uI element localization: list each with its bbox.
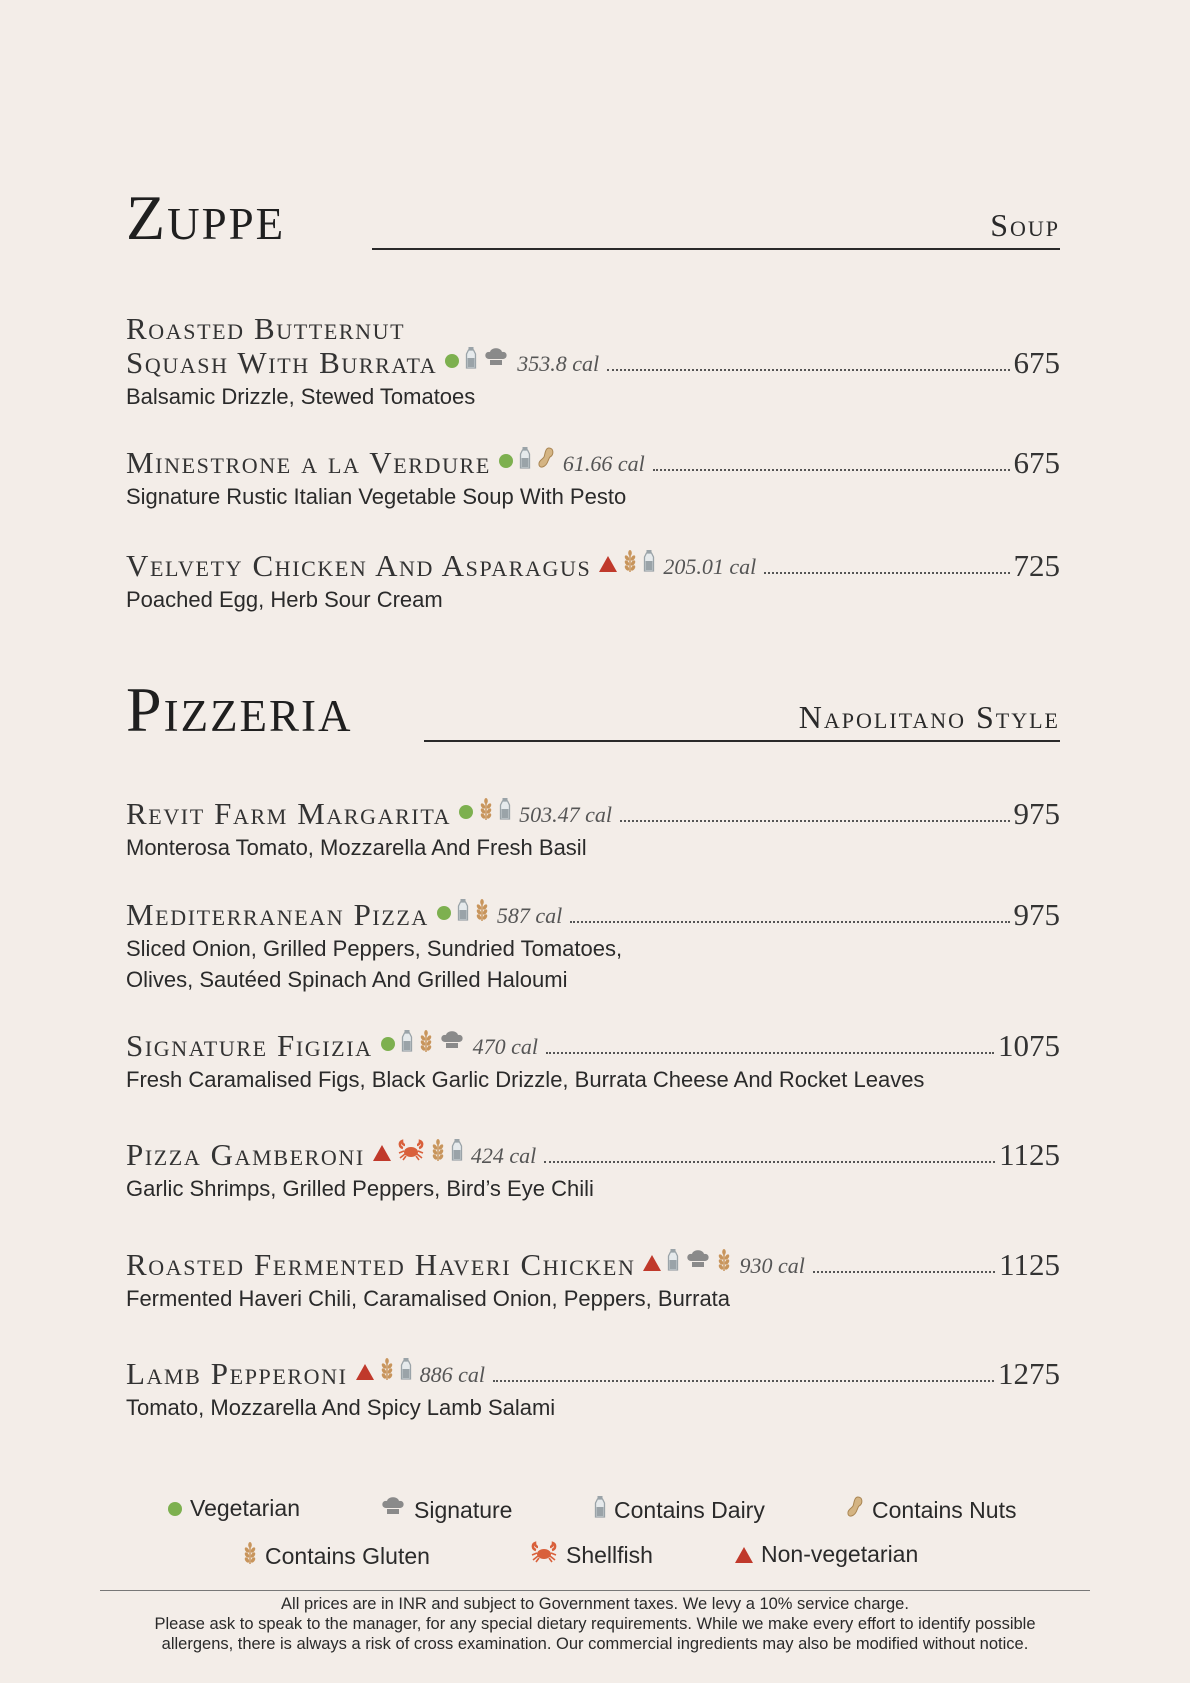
nuts-icon xyxy=(537,446,555,475)
menu-item xyxy=(126,898,1060,994)
item-name: Roasted Fermented Haveri Chicken xyxy=(126,1247,636,1282)
legend-item xyxy=(594,1495,765,1525)
menu-item xyxy=(126,797,1060,862)
item-description: Tomato, Mozzarella And Spicy Lamb Salami xyxy=(126,1395,556,1421)
gluten-icon xyxy=(479,797,493,826)
item-calories: 470 cal xyxy=(472,1034,539,1060)
item-name: Velvety Chicken And Asparagus xyxy=(126,548,592,583)
dairy-icon xyxy=(519,446,531,475)
section-subtitle: Soup xyxy=(990,207,1060,243)
item-description: Monterosa Tomato, Mozzarella And Fresh Basil xyxy=(126,835,587,861)
dotted-leader xyxy=(653,469,1010,471)
item-name: Mediterranean Pizza xyxy=(126,897,429,932)
item-line xyxy=(126,346,1060,380)
dietary-icons xyxy=(373,1138,463,1167)
item-name: Revit Farm Margarita xyxy=(126,796,452,831)
pizza-section-header xyxy=(126,662,1060,745)
gluten-icon xyxy=(419,1029,433,1058)
dotted-leader xyxy=(570,921,1009,923)
gluten-icon xyxy=(623,549,637,578)
vegetarian-icon xyxy=(168,1502,182,1516)
vegetarian-icon xyxy=(437,906,451,920)
dotted-leader xyxy=(493,1380,994,1382)
gluten-icon xyxy=(431,1138,445,1167)
dietary-icons xyxy=(643,1248,731,1277)
gluten-icon xyxy=(717,1248,731,1277)
footer-divider xyxy=(100,1590,1090,1591)
item-name: Signature Figizia xyxy=(126,1028,373,1063)
menu-item xyxy=(126,1357,1060,1422)
legend-item xyxy=(530,1541,653,1569)
gluten-icon xyxy=(243,1541,257,1571)
item-name: Pizza Gamberoni xyxy=(126,1137,365,1172)
dietary-icons xyxy=(459,797,511,826)
menu-item xyxy=(126,312,1060,411)
footer-line: allergens, there is always a risk of cross examination. Our commercial ingredients may also be modified without notice. xyxy=(161,1635,1029,1653)
item-price: 1275 xyxy=(998,1356,1060,1391)
item-name: Squash With Burrata xyxy=(126,345,438,381)
gluten-icon xyxy=(380,1357,394,1386)
menu-item xyxy=(126,549,1060,614)
item-name: Lamb Pepperoni xyxy=(126,1356,348,1391)
section-rule xyxy=(424,740,1060,742)
vegetarian-icon xyxy=(499,454,513,468)
item-price: 675 xyxy=(1013,345,1060,381)
section-rule xyxy=(372,248,1060,250)
item-description: Olives, Sautéed Spinach And Grilled Haloumi xyxy=(126,967,568,993)
item-price: 1125 xyxy=(999,1247,1060,1282)
soup-section-header xyxy=(126,170,1060,253)
item-calories: 424 cal xyxy=(470,1143,537,1169)
non-vegetarian-icon xyxy=(373,1145,391,1161)
item-line xyxy=(126,1248,1060,1282)
non-vegetarian-icon xyxy=(356,1364,374,1380)
non-vegetarian-icon xyxy=(643,1255,661,1271)
item-calories: 61.66 cal xyxy=(562,451,645,477)
item-line xyxy=(126,1029,1060,1063)
item-price: 1125 xyxy=(999,1137,1060,1172)
dairy-icon xyxy=(499,797,511,826)
signature-icon xyxy=(380,1495,406,1525)
dotted-leader xyxy=(544,1161,995,1163)
vegetarian-icon xyxy=(445,354,459,368)
shellfish-icon xyxy=(397,1139,425,1166)
legend-label: Contains Dairy xyxy=(614,1496,765,1523)
non-vegetarian-icon xyxy=(599,556,617,572)
dietary-icons xyxy=(356,1357,412,1386)
item-calories: 930 cal xyxy=(739,1253,805,1279)
item-line xyxy=(126,446,1060,480)
legend-item xyxy=(243,1541,430,1571)
dairy-icon xyxy=(594,1495,606,1525)
dietary-icons xyxy=(437,898,489,927)
menu-item xyxy=(126,1029,1060,1094)
legend-label: Contains Gluten xyxy=(265,1542,430,1569)
menu-item xyxy=(126,1248,1060,1313)
legend-item xyxy=(735,1541,918,1568)
legend-item xyxy=(380,1495,512,1525)
nuts-icon xyxy=(846,1495,864,1525)
item-name-line: Roasted Butternut xyxy=(126,311,406,346)
dotted-leader xyxy=(546,1052,994,1054)
item-line xyxy=(126,797,1060,831)
item-calories: 353.8 cal xyxy=(517,351,600,377)
dietary-icons xyxy=(445,346,509,375)
footer-line: All prices are in INR and subject to Government taxes. We levy a 10% service charge. xyxy=(281,1595,909,1613)
item-description: Sliced Onion, Grilled Peppers, Sundried Tomatoes, xyxy=(126,936,623,962)
footer-note xyxy=(60,1594,1130,1654)
footer-line: Please ask to speak to the manager, for any special dietary requirements. While we make every effort to identify possible xyxy=(154,1615,1036,1633)
item-line xyxy=(126,1357,1060,1391)
item-price: 675 xyxy=(1013,445,1060,480)
item-price: 975 xyxy=(1013,897,1060,932)
item-description: Poached Egg, Herb Sour Cream xyxy=(126,587,443,613)
item-name: Minestrone a la Verdure xyxy=(126,445,491,480)
menu-item xyxy=(126,446,1060,511)
dietary-icons xyxy=(381,1029,465,1058)
item-calories: 205.01 cal xyxy=(663,554,757,580)
gluten-icon xyxy=(475,898,489,927)
legend-label: Signature xyxy=(414,1496,513,1523)
dietary-icons xyxy=(499,446,555,475)
item-calories: 587 cal xyxy=(496,903,563,929)
shellfish-icon xyxy=(530,1541,558,1569)
legend-item xyxy=(168,1495,300,1522)
dairy-icon xyxy=(667,1248,679,1277)
item-description: Fresh Caramalised Figs, Black Garlic Drizzle, Burrata Cheese And Rocket Leaves xyxy=(126,1067,925,1093)
dairy-icon xyxy=(451,1138,463,1167)
legend-label: Shellfish xyxy=(566,1541,653,1568)
item-price: 975 xyxy=(1013,796,1060,831)
dairy-icon xyxy=(457,898,469,927)
item-price: 725 xyxy=(1013,548,1060,583)
signature-icon xyxy=(483,346,509,375)
item-description: Balsamic Drizzle, Stewed Tomatoes xyxy=(126,384,476,410)
legend-label: Vegetarian xyxy=(190,1495,300,1521)
section-title: Pizzeria xyxy=(126,674,353,745)
item-price: 1075 xyxy=(998,1028,1060,1063)
item-description: Fermented Haveri Chili, Caramalised Onion, Peppers, Burrata xyxy=(126,1286,731,1312)
item-line xyxy=(126,1138,1060,1172)
legend-label: Contains Nuts xyxy=(872,1496,1017,1523)
signature-icon xyxy=(685,1248,711,1277)
dotted-leader xyxy=(764,572,1009,574)
item-calories: 886 cal xyxy=(419,1362,485,1388)
section-title: Zuppe xyxy=(126,182,286,253)
legend-item xyxy=(846,1495,1016,1525)
menu-item xyxy=(126,1138,1060,1203)
signature-icon xyxy=(439,1029,465,1058)
vegetarian-icon xyxy=(381,1037,395,1051)
dairy-icon xyxy=(643,549,655,578)
dotted-leader xyxy=(607,369,1009,371)
dairy-icon xyxy=(400,1357,412,1386)
dietary-icons xyxy=(599,549,655,578)
item-calories: 503.47 cal xyxy=(519,802,612,828)
dairy-icon xyxy=(401,1029,413,1058)
legend-label: Non-vegetarian xyxy=(761,1541,919,1567)
item-line xyxy=(126,898,1060,932)
dotted-leader xyxy=(813,1271,995,1273)
item-description: Garlic Shrimps, Grilled Peppers, Bird’s Eye Chili xyxy=(126,1176,594,1202)
vegetarian-icon xyxy=(459,805,473,819)
dotted-leader xyxy=(620,820,1010,822)
item-description: Signature Rustic Italian Vegetable Soup With Pesto xyxy=(126,484,627,510)
non-vegetarian-icon xyxy=(735,1547,753,1563)
dairy-icon xyxy=(465,346,477,375)
item-line xyxy=(126,549,1060,583)
section-subtitle: Napolitano Style xyxy=(798,699,1060,735)
